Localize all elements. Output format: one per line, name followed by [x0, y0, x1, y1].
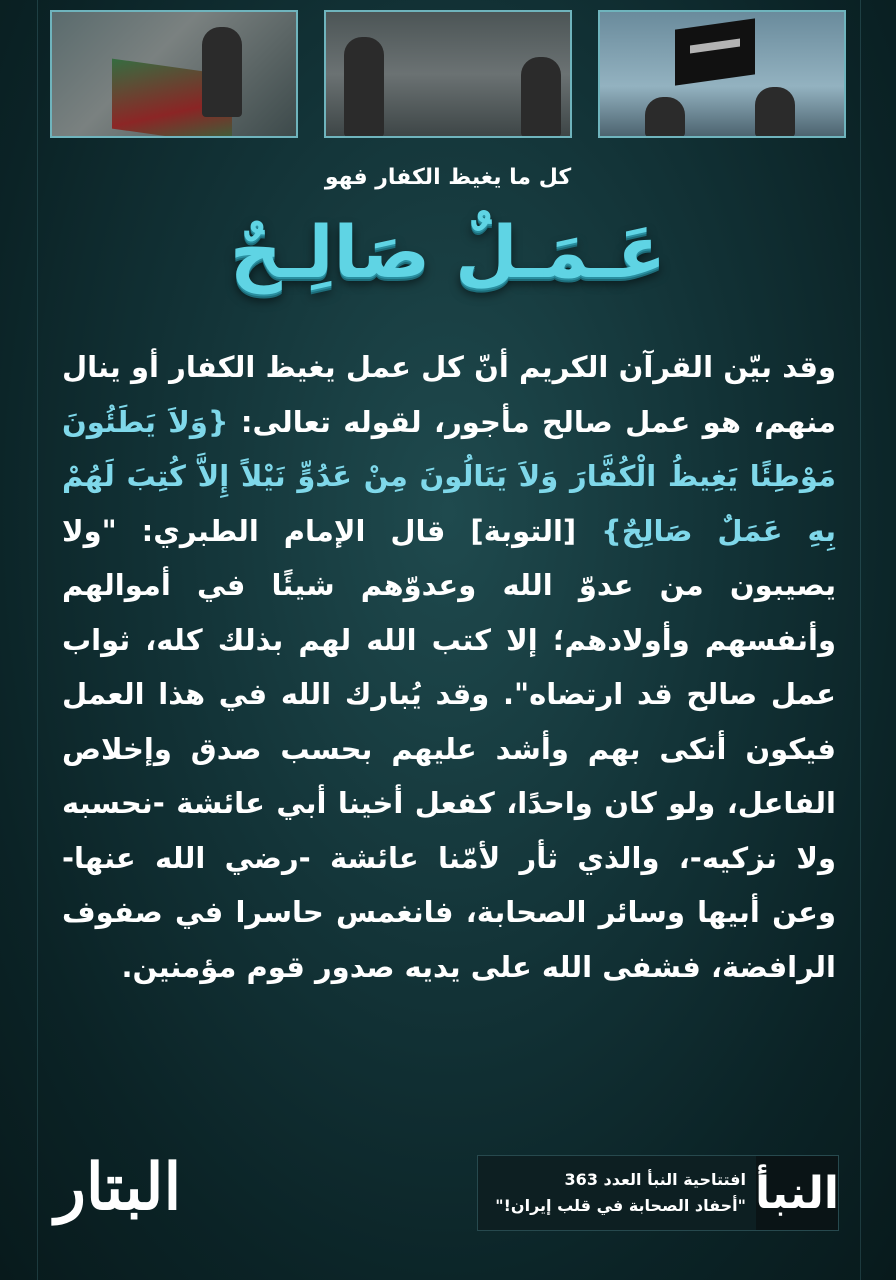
- albattar-logo: البتار: [55, 1150, 182, 1225]
- subtitle: كل ما يغيظ الكفار فهو: [324, 165, 572, 190]
- black-flag-image: [675, 18, 755, 85]
- quran-verse: {وَلاَ يَطَئُونَ مَوْطِئًا يَغِيظُ الْكُفَّارَ وَلاَ يَنَالُونَ مِنْ عَدُوٍّ نَيْلاً إِلاَّ كُتِبَ لَهُمْ بِهِ عَمَلٌ صَالِحٌ}: [62, 404, 836, 548]
- source-badge: [477, 1155, 839, 1231]
- photo-stairwell: [324, 10, 572, 138]
- article-body: [62, 340, 836, 994]
- person-figure: [202, 27, 242, 117]
- person-figure: [521, 57, 561, 137]
- article-intro: وقد بيّن القرآن الكريم أنّ كل عمل يغيظ الكفار أو ينال منهم، هو عمل صالح مأجور، لقوله تعالى:: [62, 350, 836, 439]
- person-figure: [755, 87, 795, 137]
- photo-strip: [50, 10, 846, 142]
- naba-logo: النبأ: [756, 1156, 838, 1230]
- headline: عَـمَـلٌ صَالِـحٌ: [229, 210, 667, 294]
- badge-title-line: "أحفاد الصحابة في قلب إيران!": [495, 1196, 746, 1215]
- article-rest: [التوبة] قال الإمام الطبري: "ولا يصيبون من عدوّ الله وعدوّهم شيئًا في أموالهم وأنفسهم وأولادهم؛ إلا كتب الله لهم بذلك كله، ثواب عمل صالح قد ارتضاه". وقد يُبارك الله في هذا العمل فيكون أنكى بهم وأشد عليهم بحسب صدق وإخلاص الفاعل، ولو كان واحدًا، كفعل أخينا أبي عائشة -نحسبه ولا نزكيه-، والذي ثأر لأمّنا عائشة -رضي الله عنها- وعن أبيها وسائر الصحابة، فانغمس حاسرا في صفوف الرافضة، فشفى الله على يديه صدور قوم مؤمنين.: [62, 513, 836, 984]
- person-figure: [645, 97, 685, 137]
- badge-text: [478, 1167, 756, 1219]
- photo-black-flag: [598, 10, 846, 138]
- person-figure: [344, 37, 384, 137]
- photo-flag-holder: [50, 10, 298, 138]
- badge-issue-line: افتتاحية النبأ العدد 363: [564, 1170, 746, 1189]
